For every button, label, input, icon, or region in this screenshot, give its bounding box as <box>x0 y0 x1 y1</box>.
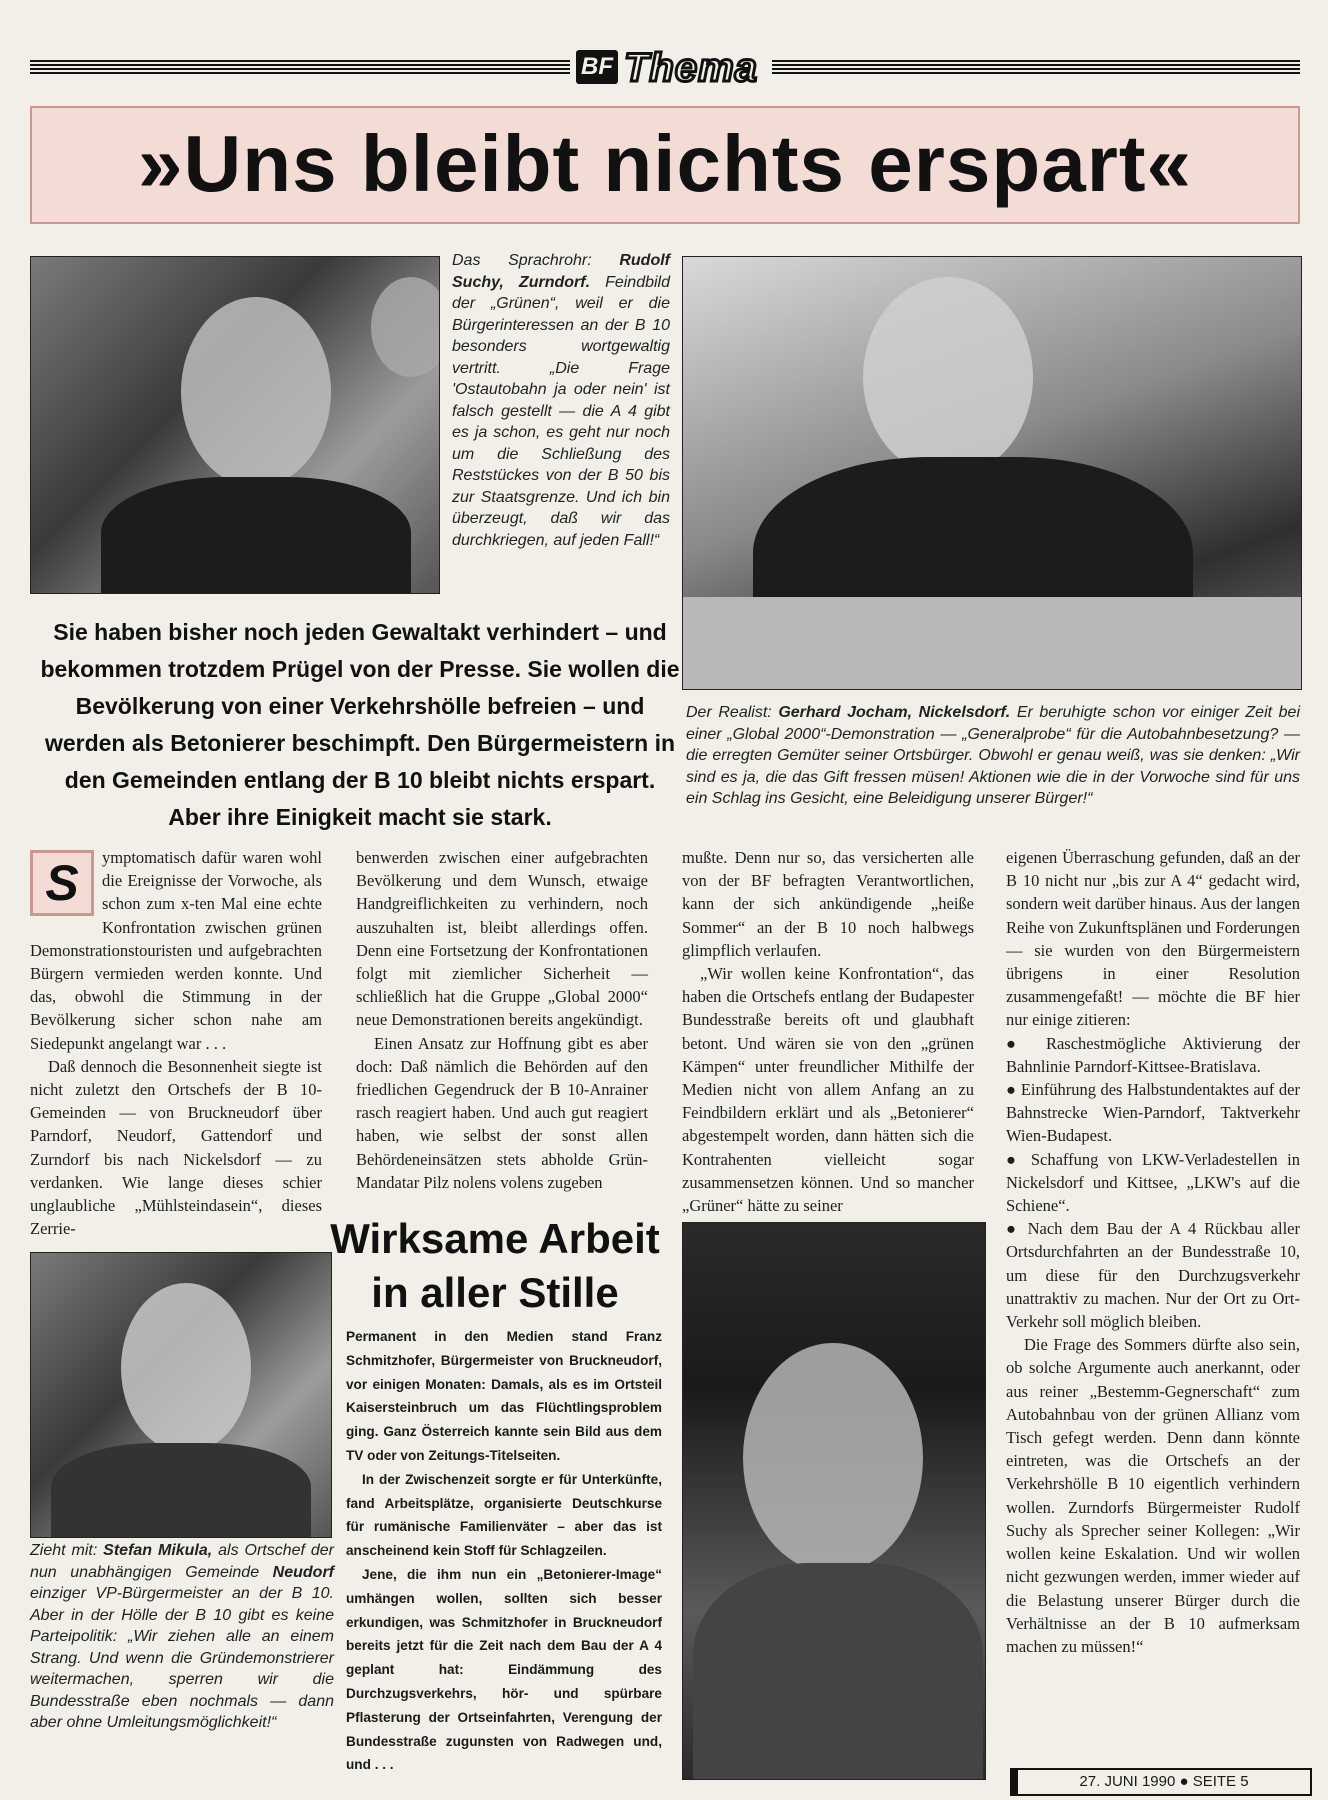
article-col4-outro: Die Frage des Sommers dürfte also sein, ob solche Argumente auch anerkannt, oder aus reiner „Bestemm-Gegnerschaft“ zum Autobahnbau von der grünen Allianz vom Tisch gefegt werden. Denn dann könnte eintreten, was die Ortschefs an der Verkehrshölle B 10 eigentlich verhindern wollen. Zurndorfs Bürgermeister Rudolf Suchy als Sprecher seiner Kollegen: „Wir wollen keine Eskalation. Und wir wollen nicht gezwungen werden, immer wieder auf die Belastung unserer Bürger durch die Verhältnisse an der B 10 aufmerksam machen zu müssen!“ <box>1006 1335 1300 1656</box>
lead-paragraph: Sie haben bisher noch jeden Gewaltakt verhindert – und bekommen trotzdem Prügel von der Presse. Sie wollen die Bevölkerung von einer Verkehrshölle befreien – und werden als Betonierer beschimpft. Den Bürgermeistern in den Gemeinden entlang der B 10 bleibt nichts erspart. Aber ihre Einigkeit macht sie stark. <box>40 619 680 830</box>
caption-mikula-text: als Ortschef der nun unabhängigen Gemeinde <box>30 1542 334 1581</box>
box-p1: Permanent in den Medien stand Franz Schmitzhofer, Bürgermeister von Bruckneudorf, vor einigen Monaten: Damals, als es im Ortsteil Kaisersteinbruch um das Flüchtlingsproblem ging. Ganz Österreich kannte sein Bild aus dem TV oder von Zeitungs-Titelseiten. <box>346 1329 662 1463</box>
article-col4-bullet-1: ● Raschestmögliche Aktivierung der Bahnlinie Parndorf-Kittsee-Bratislava. <box>1006 1033 1300 1076</box>
article-col1-p2: Daß dennoch die Besonnenheit siegte ist nicht zuletzt den Ortschefs der B 10-Gemeinden — von Bruckneudorf über Parndorf, Neudorf, Gattendorf und Zurndorf bis nach Nickelsdorf — zu verdanken. Wie lange dieses schier unglaubliche „Mühlsteindasein“, dieses Zerrie- <box>30 1056 322 1239</box>
masthead-rule-left <box>30 60 570 74</box>
photo-schmitzhofer-body <box>693 1563 983 1780</box>
article-col2-p1: benwerden zwischen einer aufgebrachten Bevölkerung und dem Wunsch, etwaige Handgreiflichkeiten zu verhindern, noch auszuhalten ist, bleibt allerdings offen. Denn eine Fortsetzung der Konfrontationen folgt mit ziemlicher Sicherheit — schließlich hat die Gruppe „Global 2000“ neue Demonstrationen bereits angekündigt. <box>356 848 648 1030</box>
caption-mikula-text2: einziger VP-Bürgermeister an der B 10. Aber in der Hölle der B 10 gibt es keine Parteipolitik: „Wir ziehen alle an einem Strang. Und wenn die Gründemonstrierer weitermachen, sperren wir die Bundesstraße eben nochmals — dann aber ohne Umleitungsmöglichkeit!“ <box>30 1585 334 1731</box>
photo-schmitzhofer <box>682 1222 986 1780</box>
box-subhead: Wirksame Arbeit in aller Stille <box>330 1215 660 1316</box>
article-col4-bullet-2: ● Einführung des Halbstundentaktes auf der Bahnstrecke Wien-Parndorf, Taktverkehr Wien-Budapest. <box>1006 1080 1300 1146</box>
photo-jocham <box>682 256 1302 690</box>
box-text <box>346 1325 662 1777</box>
caption-suchy <box>452 250 670 551</box>
photo-mikula-body <box>51 1443 311 1538</box>
article-col3-p1: mußte. Denn nur so, das versicherten alle von der BF befragten Verantwortlichen, kann der sich ankündigende „heiße Sommer“ an der B 10 noch halbwegs glimpflich verlaufen. <box>682 848 974 960</box>
article-col1-p1: ymptomatisch dafür waren wohl die Ereignisse der Vorwoche, als schon zum x-ten Mal eine echte Konfrontation zwischen grünen Demonstrationstouristen und aufgebrachten Bürgern vermieden werden konnte. Und das, obwohl die Stimmung in der Bevölkerung sicher schon nahe am Siedepunkt angelangt war . . . <box>30 848 322 1053</box>
article-col2-p2: Einen Ansatz zur Hoffnung gibt es aber doch: Daß nämlich die Behörden auf den friedlichen Gegendruck der B 10-Anrainer rasch reagiert haben. Und auch gut reagiert haben, wie selbst der sonst allen Behördeneinsätzen stets abholde Grün-Mandatar Pilz nolens volens zugeben <box>356 1033 648 1192</box>
headline-box <box>30 106 1300 224</box>
article-column-4 <box>1006 846 1300 1658</box>
masthead-section: Thema <box>624 46 758 90</box>
page-title: »Uns bleibt nichts erspart« <box>138 119 1192 208</box>
masthead-rule-right <box>772 60 1300 74</box>
photo-mikula <box>30 1252 332 1538</box>
photo-mikula-face <box>121 1283 251 1453</box>
caption-jocham-name: Gerhard Jocham, Nickelsdorf. <box>778 704 1011 721</box>
caption-mikula-prefix: Zieht mit: <box>30 1542 104 1559</box>
footer-date-page: 27. JUNI 1990 ● SEITE 5 <box>1010 1768 1312 1796</box>
article-column-1 <box>30 846 322 1240</box>
caption-mikula-place: Neudorf <box>272 1563 334 1581</box>
photo-suchy-face-2 <box>371 277 440 377</box>
article-col4-bullet-3: ● Schaffung von LKW-Verladestellen in Nickelsdorf und Kittsee, „LKW's auf die Schiene“. <box>1006 1149 1300 1216</box>
caption-mikula-name: Stefan Mikula, <box>103 1542 213 1559</box>
article-col4-intro: eigenen Überraschung gefunden, daß an der B 10 nicht nur „bis zur A 4“ gedacht wird, sondern weit darüber hinaus. Aus der langen Reihe von Zukunftsplänen und Forderungen — sie wurden von den Bürgermeistern übrigens in einer Resolution zusammengefaßt! — möchte die BF hier nur einige zitieren: <box>1006 848 1300 1030</box>
photo-schmitzhofer-face <box>743 1343 923 1573</box>
article-column-3 <box>682 846 974 1217</box>
box-p3: Jene, die ihm nun ein „Betonierer-Image“ umhängen wollen, sollten sich besser erkundigen, was Schmitzhofer in Bruckneudorf bereits jetzt für die Zeit nach dem Bau der A 4 geplant hat: Eindämmung des Durchzugsverkehrs, hör- und spürbare Pflasterung der Ortseinfahrten, Verengung der Bundesstraße zugunsten von Radwegen und, und . . . <box>346 1566 662 1773</box>
caption-mikula <box>30 1540 334 1734</box>
photo-suchy-face <box>181 297 331 487</box>
caption-suchy-prefix: Das Sprachrohr: <box>452 252 620 269</box>
caption-suchy-name: Rudolf Suchy, Zurndorf. <box>452 252 670 291</box>
caption-jocham-prefix: Der Realist: <box>686 704 779 721</box>
photo-suchy-body <box>101 477 411 594</box>
box-p2: In der Zwischenzeit sorgte er für Unterkünfte, fand Arbeitsplätze, organisierte Deutschkurse für rumänische Familienväter – aber das ist anscheinend kein Stoff für Schlagzeilen. <box>346 1471 662 1559</box>
article-column-2 <box>356 846 648 1194</box>
caption-suchy-text: Feindbild der „Grünen“, weil er die Bürgerinteressen an der B 10 besonders wortgewaltig vertritt. „Die Frage 'Ostautobahn ja oder nein' ist falsch gestellt — die A 4 gibt es ja schon, es geht nur noch um die Schließung des Reststückes von der B 50 bis zur Staatsgrenze. Und ich bin überzeugt, daß wir das durchkriegen, auf jeden Fall!“ <box>452 273 670 549</box>
caption-jocham <box>686 702 1300 810</box>
dropcap: S <box>30 850 94 916</box>
masthead-badge: BF <box>576 50 618 84</box>
photo-suchy <box>30 256 440 594</box>
caption-jocham-text: Er beruhigte schon vor einiger Zeit bei einer „Global 2000“-Demonstration — „Generalprobe“ für die Autobahnbesetzung? — die erregten Gemüter seiner Ortsbürger. Obwohl er genau weiß, was sie denken: „Wir sind es ja, die das Gift fressen müsen! Aktionen wie die in der Vorwoche sind für uns ein Schlag ins Gesicht, eine Beleidigung unserer Bürger!“ <box>686 704 1301 807</box>
article-col4-bullet-4: ● Nach dem Bau der A 4 Rückbau aller Ortsdurchfahrten an der Bundesstraße 10, um diese für den Durchzugsverkehr unattraktiv zu machen. Nur der Ort zu Ort-Verkehr soll möglich bleiben. <box>1006 1219 1300 1332</box>
photo-jocham-desk <box>683 597 1301 689</box>
photo-jocham-face <box>863 277 1033 477</box>
article-col3-p2: „Wir wollen keine Konfrontation“, das haben die Ortschefs entlang der Budapester Bundesstraße bereits oft und glaubhaft betont. Und wären sie von den „grünen Kämpen“ unter freundlicher Mithilfe der Medien nicht von allem Anfang an zu Feindbildern erklärt und als „Betonierer“ abgestempelt worden, dann hätten sich die Kontrahenten vielleicht sogar zusammensetzen können. Und so mancher „Grüner“ hätte zu seiner <box>682 964 974 1216</box>
